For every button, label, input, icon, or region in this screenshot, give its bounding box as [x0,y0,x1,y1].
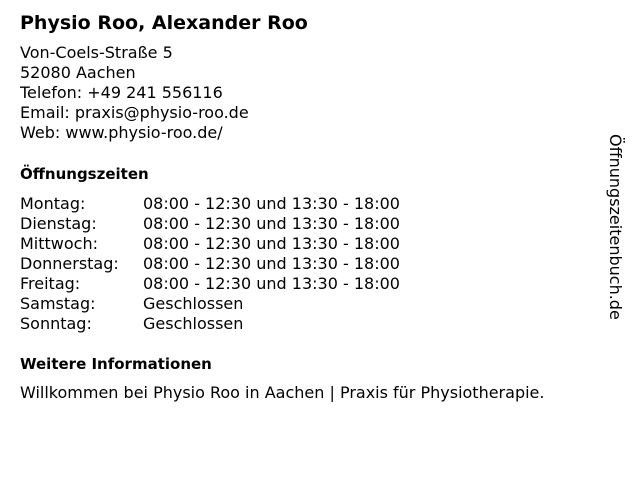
address-city: 52080 Aachen [20,63,136,82]
opening-hours-heading: Öffnungszeiten [20,165,149,183]
hours-row-friday [20,274,400,294]
hours-day: Donnerstag: [20,254,119,273]
business-title: Physio Roo, Alexander Roo [20,12,308,34]
address-street: Von-Coels-Straße 5 [20,43,173,62]
hours-day: Mittwoch: [20,234,98,253]
hours-row-sunday [20,314,400,334]
more-info-text: Willkommen bei Physio Roo in Aachen | Praxis für Physiotherapie. [20,383,545,402]
side-watermark: Öffnungszeitenbuch.de [606,134,625,320]
hours-row-monday [20,194,400,214]
hours-time: Geschlossen [143,314,244,333]
hours-time: 08:00 - 12:30 und 13:30 - 18:00 [143,254,400,273]
hours-day: Freitag: [20,274,81,293]
hours-day: Dienstag: [20,214,97,233]
address-block [20,43,249,143]
hours-time: 08:00 - 12:30 und 13:30 - 18:00 [143,274,400,293]
address-email: Email: praxis@physio-roo.de [20,103,249,122]
hours-row-thursday [20,254,400,274]
hours-day: Montag: [20,194,86,213]
hours-time: 08:00 - 12:30 und 13:30 - 18:00 [143,234,400,253]
address-web: Web: www.physio-roo.de/ [20,123,223,142]
hours-day: Samstag: [20,294,96,313]
hours-day: Sonntag: [20,314,92,333]
address-phone: Telefon: +49 241 556116 [20,83,223,102]
more-info-heading: Weitere Informationen [20,355,212,373]
hours-time: Geschlossen [143,294,244,313]
opening-hours-table [20,194,400,334]
hours-row-saturday [20,294,400,314]
hours-row-wednesday [20,234,400,254]
hours-row-tuesday [20,214,400,234]
hours-time: 08:00 - 12:30 und 13:30 - 18:00 [143,194,400,213]
hours-time: 08:00 - 12:30 und 13:30 - 18:00 [143,214,400,233]
